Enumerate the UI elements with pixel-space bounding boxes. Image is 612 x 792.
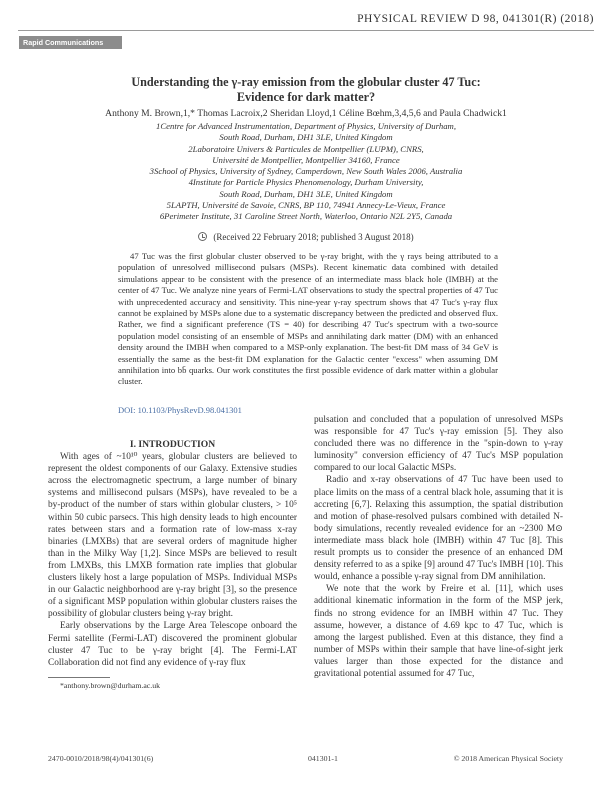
received-dates bbox=[30, 232, 582, 242]
affiliation-line: 5LAPTH, Université de Savoie, CNRS, BP 110, 74941 Annecy-Le-Vieux, France bbox=[166, 200, 446, 211]
abstract bbox=[118, 251, 498, 388]
footer-page-number: 041301-1 bbox=[308, 754, 338, 763]
affiliation-line: South Road, Durham, DH1 3LE, United Kingdom bbox=[219, 132, 393, 143]
affiliation-line: Université de Montpellier, Montpellier 34160, France bbox=[212, 154, 400, 165]
doi-link[interactable]: DOI: 10.1103/PhysRevD.98.041301 bbox=[118, 405, 242, 415]
clock-icon bbox=[198, 232, 207, 241]
right-column bbox=[314, 414, 563, 680]
header-rule bbox=[18, 30, 594, 31]
section-badge: Rapid Communications bbox=[19, 36, 122, 49]
paragraph: pulsation and concluded that a population of unresolved MSPs was responsible for 47 Tuc's γ-ray emission [5]. They also concluded there was no difference in the "spin-down to γ-ray luminosity" conversion efficiency of 47 Tuc's MSP population compared to our local Galactic MSPs. bbox=[314, 415, 563, 474]
journal-header: PHYSICAL REVIEW D 98, 041301(R) (2018) bbox=[357, 13, 594, 25]
left-column bbox=[48, 439, 297, 669]
paragraph: Early observations by the Large Area Telescope onboard the Fermi satellite (Fermi-LAT) discovered the prominent globular cluster 47 Tuc to be γ-ray bright [4]. The Fermi-LAT Collaboration did not find any evidence of γ-ray flux bbox=[48, 621, 297, 668]
paragraph: Radio and x-ray observations of 47 Tuc have been used to place limits on the mass of a central black hole, assuming that it is accreting [6,7]. Relaxing this assumption, the spatial distribution and motion of phase-resolved pulsars combined with detailed N-body simulations, recently revealed evidence for an ~2300 M⊙ intermediate mass black hole (IMBH) within 47 Tuc [8]. This result prompts us to consider the presence of an enhanced DM density referred to as a spike [9] around 47 Tuc's IMBH [10]. This would, enhance a possible γ-ray signal from DM annihilation. bbox=[314, 475, 563, 583]
affiliations bbox=[30, 121, 582, 223]
paragraph: We note that the work by Freire et al. [11], which uses additional kinematic information in the form of the MSP jerk, finds no strong evidence for an IMBH within 47 Tuc. They assume, however, a distance of 4.69 kpc to 47 Tuc, which is among the largest published. Even at this distance, they find a number of MSPs within their sample that have line-of-sight jerk values larger than those expected for the distance and gravitational potential assumed for 47 Tuc, bbox=[314, 584, 563, 679]
affiliation-line: South Road, Durham, DH1 3LE, United Kingdom bbox=[219, 188, 393, 199]
footer-issn: 2470-0010/2018/98(4)/041301(6) bbox=[48, 754, 154, 763]
abstract-text: 47 Tuc was the first globular cluster observed to be γ-ray bright, with the γ rays being attributed to a population of unresolved millisecond pulsars (MSPs). Recent kinematic data combined with detailed simulations appear to be consistent with the presence of an intermediate mass black hole (IMBH) at the center of 47 Tuc. We analyze nine years of Fermi-LAT observations to study the spectral properties of 47 Tuc with unprecedented accuracy and sensitivity. This nine-year γ-ray spectrum shows that 47 Tuc's γ-ray flux cannot be explained by MSPs alone due to a systematic discrepancy between the predicted and observed flux. Rather, we find a significant preference (TS = 40) for describing 47 Tuc's spectrum with a two-source population model consisting of an ensemble of MSPs and annihilating dark matter (DM) with an enhanced density around the IMBH when compared to a MSP-only explanation. The best-fit DM mass of 34 GeV is essentially the same as the best-fit DM explanation for the Galactic center "excess" when assuming DM annihilation into bb̄ quarks. Our work constitutes the first possible evidence of dark matter within a globular cluster. bbox=[118, 251, 498, 387]
section-heading: I. INTRODUCTION bbox=[129, 439, 216, 450]
author-list: Anthony M. Brown,1,* Thomas Lacroix,2 Sheridan Lloyd,1 Céline Bœhm,3,4,5,6 and Paula Chadwick1 bbox=[105, 108, 507, 119]
affiliation-line: 3School of Physics, University of Sydney, Camperdown, New South Wales 2006, Australia bbox=[149, 166, 463, 177]
title-line-1: Understanding the γ-ray emission from the globular cluster 47 Tuc: bbox=[131, 75, 481, 89]
paragraph: With ages of ~10¹⁰ years, globular clusters are believed to represent the oldest components of our Galaxy. Extensive studies across the electromagnetic spectrum, a large number of binary systems and millisecond pulsars (MSPs), have revealed to be a by-product of the number of stars within globular clusters, > 10⁵ within 50 cubic parsecs. This high density leads to high encounter rates between stars and a formation rate of low-mass x-ray binaries (LMXBs) that are several orders of magnitude higher than in the Milky Way [1,2]. Since MSPs are believed to result from LMXBs, this LMXB formation rate implies that globular clusters likely host a large population of MSPs. Individual MSPs in our Galactic neighborhood are γ-ray bright [3], so the presence of a significant MSP population within globular clusters raises the possibility of globular clusters being γ-ray bright. bbox=[48, 452, 297, 620]
affiliation-line: 4Institute for Particle Physics Phenomenology, Durham University, bbox=[188, 177, 424, 188]
footnote-rule bbox=[48, 677, 110, 678]
title-line-2: Evidence for dark matter? bbox=[236, 90, 376, 104]
affiliation-line: 1Centre for Advanced Instrumentation, Department of Physics, University of Durham, bbox=[155, 121, 456, 131]
paper-title bbox=[30, 75, 582, 105]
footnote-email[interactable]: *anthony.brown@durham.ac.uk bbox=[60, 681, 160, 690]
affiliation-line: 2Laboratoire Univers & Particules de Montpellier (LUPM), CNRS, bbox=[188, 143, 424, 154]
footer-copyright: © 2018 American Physical Society bbox=[453, 754, 563, 763]
received-text: (Received 22 February 2018; published 3 August 2018) bbox=[213, 232, 414, 242]
affiliation-line: 6Perimeter Institute, 31 Caroline Street North, Waterloo, Ontario N2L 2Y5, Canada bbox=[159, 211, 453, 222]
